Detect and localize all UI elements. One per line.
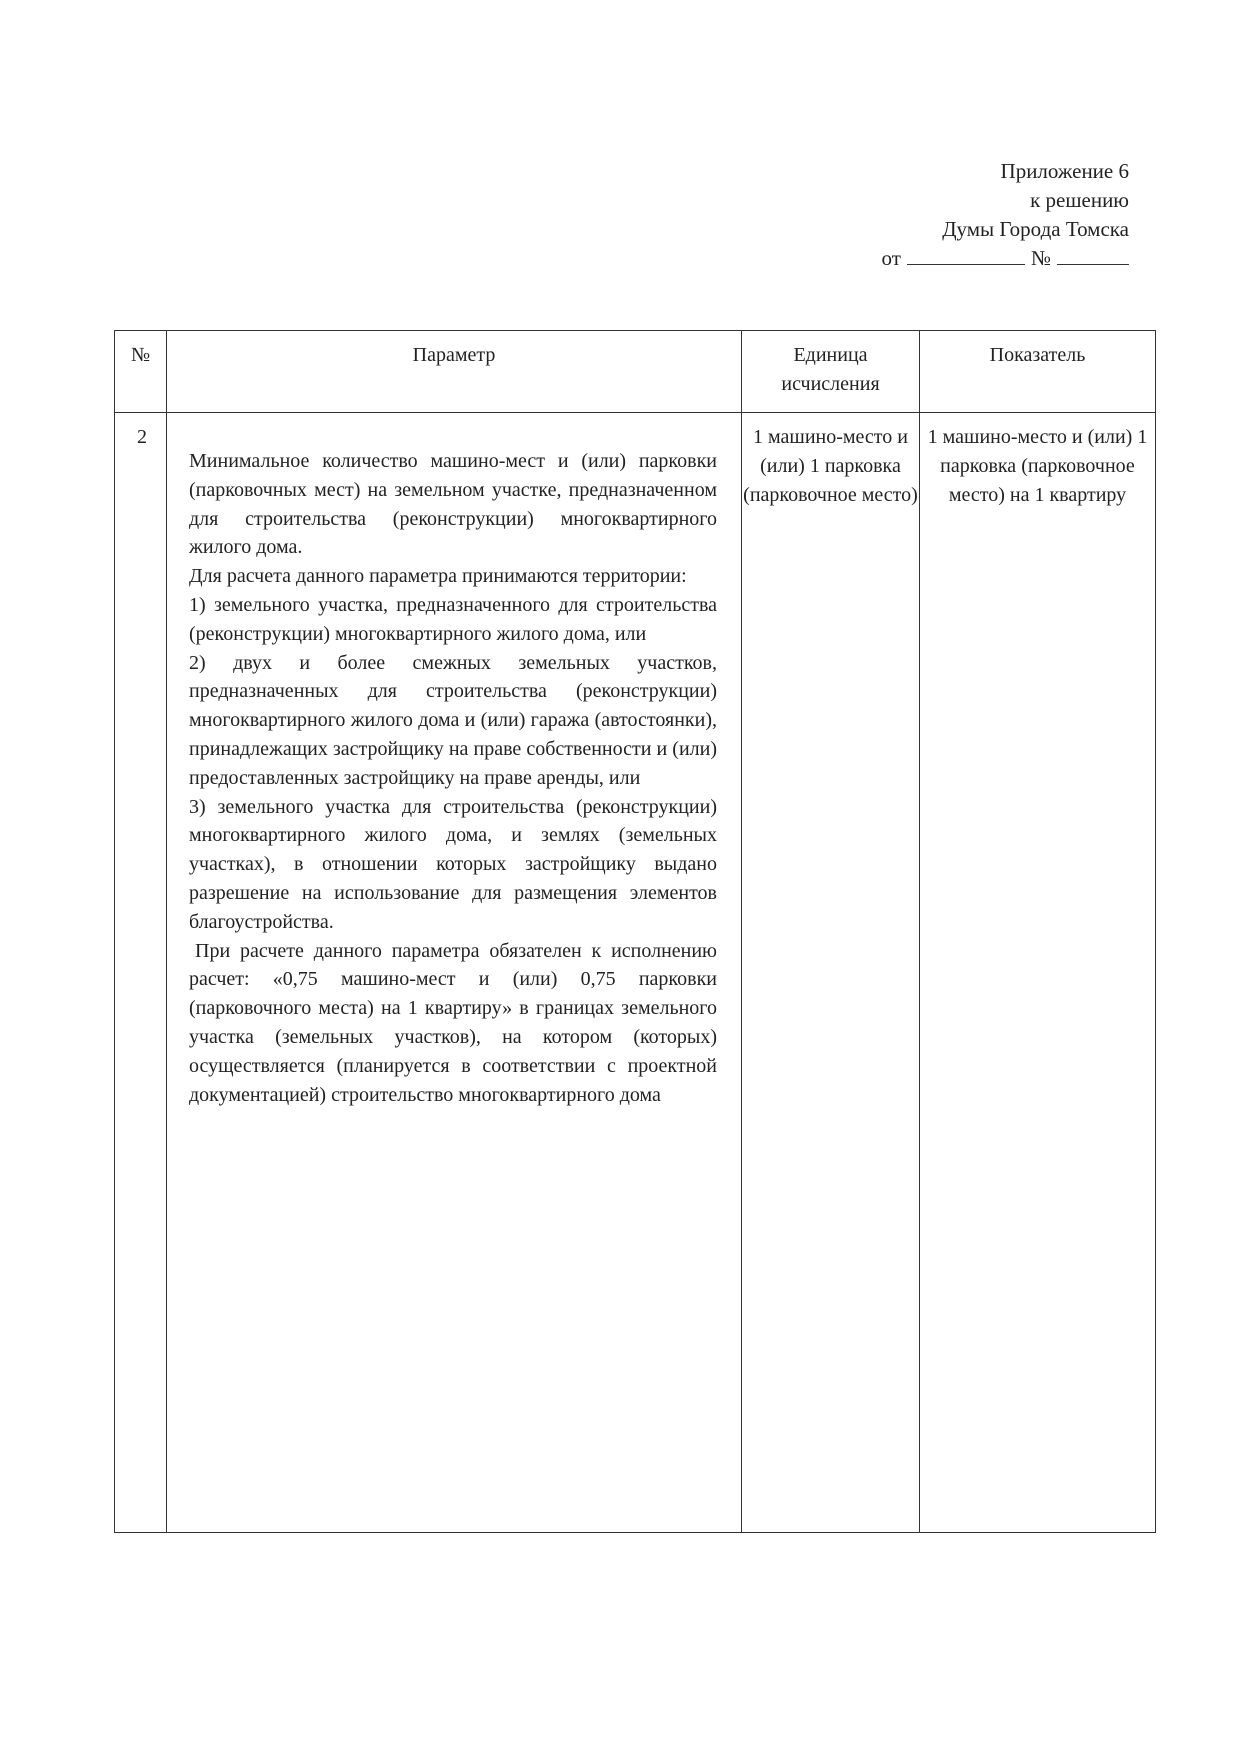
- table-header-row: [115, 331, 1156, 413]
- number-label: №: [1030, 246, 1051, 270]
- parameter-paragraph-calculation: При расчете данного параметра обязателен к исполнению расчет: «0,75 машино-мест и (или) 0,75 парковки (парковочного места) на 1 квартиру» в границах земельного участка (земельных участков), на котором (которых) осуществляется (планируется в соответствии с проектной документацией) строительство многоквартирного дома: [189, 939, 717, 1106]
- parameter-item-1: 1) земельного участка, предназначенного для строительства (реконструкции) многоквартирного жилого дома, или: [189, 593, 717, 645]
- column-header-unit: Единица исчисления: [742, 331, 920, 413]
- parameter-item-3: 3) земельного участка для строительства (реконструкции) многоквартирного жилого дома, и землях (земельных участках), в отношении которых застройщику выдано разрешение на использование для размещения элементов благоустройства.: [189, 795, 717, 933]
- parameters-table: [114, 330, 1156, 1533]
- number-blank: [1057, 246, 1129, 265]
- date-blank: [907, 246, 1025, 265]
- column-header-parameter: Параметр: [167, 331, 742, 413]
- column-header-number: №: [115, 331, 167, 413]
- parameter-item-2: 2) двух и более смежных земельных участков, предназначенных для строительства (реконструкции) многоквартирного жилого дома и (или) гаража (автостоянки), принадлежащих застройщику на праве собственности и (или) предоставленных застройщику на праве аренды, или: [189, 651, 717, 789]
- date-number-line: [882, 244, 1129, 273]
- table-row: [115, 413, 1156, 1533]
- unit-cell: 1 машино-место и (или) 1 парковка (парковочное место): [742, 413, 920, 1533]
- value-cell: 1 машино-место и (или) 1 парковка (парковочное место) на 1 квартиру: [920, 413, 1156, 1533]
- duma-label: Думы Города Томска: [942, 217, 1129, 241]
- document-header: [882, 157, 1129, 273]
- column-header-value: Показатель: [920, 331, 1156, 413]
- row-number: 2: [115, 413, 167, 1533]
- parameter-cell: [167, 413, 742, 1533]
- parameter-paragraph-2: Для расчета данного параметра принимаются территории:: [189, 565, 687, 588]
- parameter-paragraph-1: Минимальное количество машино-мест и (или) парковки (парковочных мест) на земельном участке, предназначенном для строительства (реконструкции) многоквартирного жилого дома.: [189, 450, 717, 559]
- decision-label: к решению: [1030, 188, 1129, 212]
- appendix-label: Приложение 6: [1000, 159, 1129, 183]
- from-label: от: [881, 246, 901, 270]
